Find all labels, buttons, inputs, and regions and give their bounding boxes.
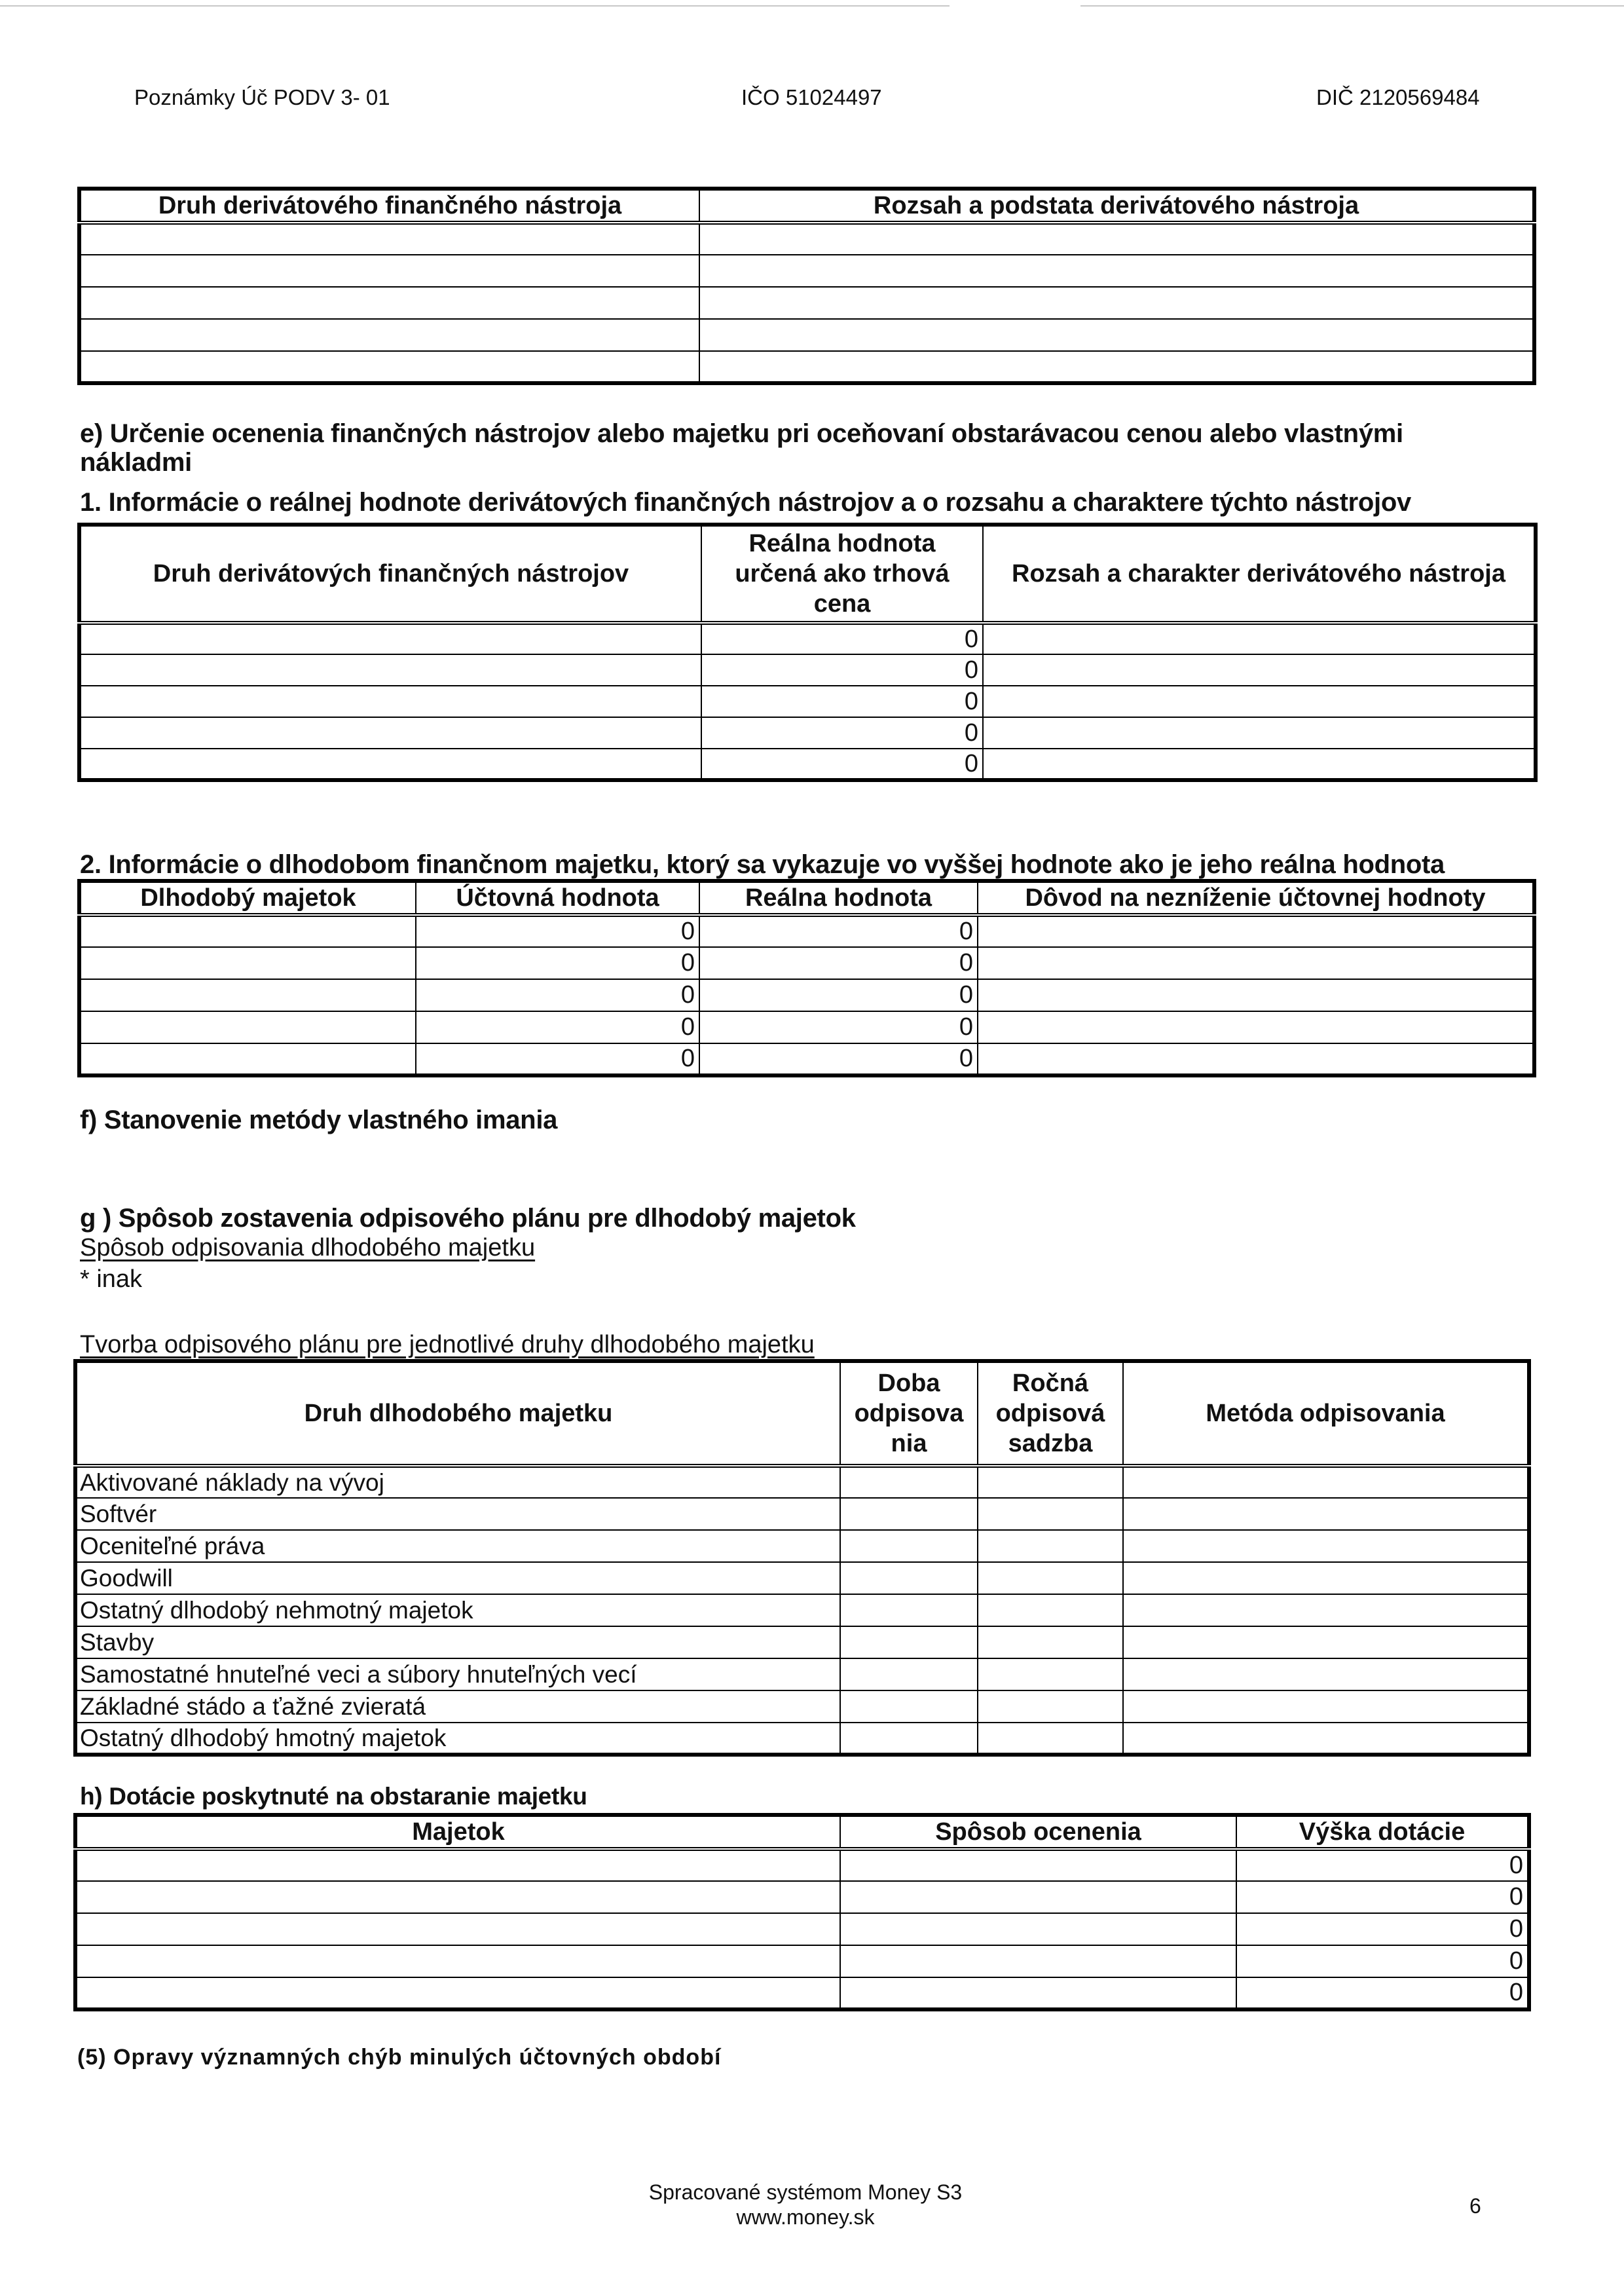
fair-value-cell[interactable]: 0 xyxy=(701,686,983,717)
table-cell[interactable] xyxy=(75,1881,840,1913)
table-cell[interactable] xyxy=(978,1594,1123,1626)
table-row xyxy=(75,1594,1529,1626)
table-row xyxy=(75,1913,1529,1945)
book-value-cell[interactable]: 0 xyxy=(416,1043,699,1075)
table-row xyxy=(75,1658,1529,1690)
subsidy-amount-cell[interactable]: 0 xyxy=(1236,1945,1529,1977)
table-cell[interactable] xyxy=(75,1849,840,1881)
footer-credit xyxy=(576,2180,1035,2230)
table-row xyxy=(79,979,1534,1011)
fair-value-cell[interactable]: 0 xyxy=(701,717,983,749)
subsidy-amount-cell[interactable]: 0 xyxy=(1236,1913,1529,1945)
table-row xyxy=(75,1723,1529,1755)
section-e-heading-line2: nákladmi xyxy=(80,448,192,477)
table-row xyxy=(75,1977,1529,2009)
table-row xyxy=(79,654,1536,686)
column-header: Druh dlhodobého majetku xyxy=(75,1361,840,1466)
derivatives-scope-table xyxy=(77,187,1536,385)
asset-type-label: Ostatný dlhodobý nehmotný majetok xyxy=(75,1594,840,1626)
table-cell[interactable] xyxy=(79,947,416,979)
book-value-cell[interactable]: 0 xyxy=(416,915,699,947)
table-cell[interactable] xyxy=(840,1658,978,1690)
depreciation-plan-table xyxy=(73,1359,1531,1757)
table-cell[interactable] xyxy=(1123,1690,1529,1723)
table-row xyxy=(79,717,1536,749)
table-cell[interactable] xyxy=(983,654,1536,686)
section-f-heading: f) Stanovenie metódy vlastného imania xyxy=(80,1106,558,1134)
subsidy-amount-cell[interactable]: 0 xyxy=(1236,1849,1529,1881)
depreciation-plan-label: Tvorba odpisového plánu pre jednotlivé druhy dlhodobého majetku xyxy=(80,1331,815,1358)
table-cell[interactable] xyxy=(1123,1498,1529,1530)
section-e-subheading-1: 1. Informácie o reálnej hodnote derivátových finančných nástrojov a o rozsahu a charaktere týchto nástrojov xyxy=(80,488,1411,517)
table-cell[interactable] xyxy=(983,717,1536,749)
table-row xyxy=(79,351,1534,383)
section-h-heading: h) Dotácie poskytnuté na obstaranie majetku xyxy=(80,1783,587,1810)
page-number: 6 xyxy=(1469,2194,1481,2218)
table-cell[interactable] xyxy=(840,1723,978,1755)
depreciation-method-value: * inak xyxy=(80,1265,143,1293)
book-value-cell[interactable]: 0 xyxy=(416,1011,699,1043)
subsidy-amount-cell[interactable]: 0 xyxy=(1236,1977,1529,2009)
column-header: Výška dotácie xyxy=(1236,1815,1529,1849)
table-row xyxy=(79,686,1536,717)
scan-artifact xyxy=(0,5,950,7)
book-value-cell[interactable]: 0 xyxy=(416,979,699,1011)
table-cell[interactable] xyxy=(79,351,699,383)
table-cell[interactable] xyxy=(79,654,701,686)
section-5-heading: (5) Opravy významných chýb minulých účtovných období xyxy=(77,2045,722,2070)
table-cell[interactable] xyxy=(840,1562,978,1594)
asset-type-label: Goodwill xyxy=(75,1562,840,1594)
table-cell[interactable] xyxy=(79,623,701,654)
table-cell[interactable] xyxy=(1123,1658,1529,1690)
table-cell[interactable] xyxy=(79,1011,416,1043)
asset-type-label: Oceniteľné práva xyxy=(75,1530,840,1562)
fair-value-cell[interactable]: 0 xyxy=(699,915,978,947)
header-ico: IČO 51024497 xyxy=(741,85,882,109)
table-cell[interactable] xyxy=(79,979,416,1011)
subsidies-table xyxy=(73,1813,1531,2011)
table-row xyxy=(75,1466,1529,1498)
section-e-subheading-2: 2. Informácie o dlhodobom finančnom majetku, ktorý sa vykazuje vo vyššej hodnote ako je jeho reálna hodnota xyxy=(80,850,1445,879)
table-cell[interactable] xyxy=(840,1690,978,1723)
asset-type-label: Aktivované náklady na vývoj xyxy=(75,1466,840,1498)
column-header: Druh derivátového finančného nástroja xyxy=(79,189,699,223)
table-cell[interactable] xyxy=(840,1881,1236,1913)
table-row xyxy=(79,319,1534,351)
section-e-heading xyxy=(80,419,1547,477)
column-header: Dlhodobý majetok xyxy=(79,881,416,915)
table-cell[interactable] xyxy=(79,223,699,255)
table-cell[interactable] xyxy=(699,287,1534,319)
table-cell[interactable] xyxy=(1123,1466,1529,1498)
column-header: Rozsah a podstata derivátového nástroja xyxy=(699,189,1534,223)
table-row xyxy=(75,1530,1529,1562)
fair-value-cell[interactable]: 0 xyxy=(701,749,983,780)
table-cell[interactable] xyxy=(840,1498,978,1530)
table-cell[interactable] xyxy=(840,1977,1236,2009)
column-header: Spôsob ocenenia xyxy=(840,1815,1236,1849)
table-row xyxy=(79,915,1534,947)
table-cell[interactable] xyxy=(840,1849,1236,1881)
column-header: Účtovná hodnota xyxy=(416,881,699,915)
table-cell[interactable] xyxy=(978,1626,1123,1658)
table-row xyxy=(75,1945,1529,1977)
fair-value-cell[interactable]: 0 xyxy=(701,654,983,686)
table-cell[interactable] xyxy=(1123,1530,1529,1562)
column-header: Metóda odpisovania xyxy=(1123,1361,1529,1466)
table-cell[interactable] xyxy=(978,1466,1123,1498)
fair-value-cell[interactable]: 0 xyxy=(699,979,978,1011)
table-cell[interactable] xyxy=(840,1913,1236,1945)
table-cell[interactable] xyxy=(840,1466,978,1498)
table-cell[interactable] xyxy=(840,1594,978,1626)
table-cell[interactable] xyxy=(75,1977,840,2009)
table-cell[interactable] xyxy=(978,1562,1123,1594)
table-row xyxy=(79,255,1534,287)
table-row xyxy=(79,1011,1534,1043)
table-cell[interactable] xyxy=(79,255,699,287)
asset-type-label: Softvér xyxy=(75,1498,840,1530)
table-row xyxy=(75,1881,1529,1913)
table-cell[interactable] xyxy=(983,686,1536,717)
section-g-heading: g ) Spôsob zostavenia odpisového plánu pre dlhodobý majetok xyxy=(80,1204,856,1233)
table-cell[interactable] xyxy=(978,1043,1534,1075)
table-cell[interactable] xyxy=(79,749,701,780)
table-cell[interactable] xyxy=(75,1945,840,1977)
table-row xyxy=(79,947,1534,979)
depreciation-method-label: Spôsob odpisovania dlhodobého majetku xyxy=(80,1234,536,1261)
table-cell[interactable] xyxy=(79,686,701,717)
column-header: Dôvod na nezníženie účtovnej hodnoty xyxy=(978,881,1534,915)
table-cell[interactable] xyxy=(978,947,1534,979)
table-cell[interactable] xyxy=(79,287,699,319)
table-cell[interactable] xyxy=(699,255,1534,287)
fair-value-cell[interactable]: 0 xyxy=(699,1011,978,1043)
table-cell[interactable] xyxy=(978,979,1534,1011)
table-cell[interactable] xyxy=(699,351,1534,383)
table-cell[interactable] xyxy=(1123,1723,1529,1755)
table-row xyxy=(75,1562,1529,1594)
table-cell[interactable] xyxy=(840,1626,978,1658)
table-row xyxy=(79,749,1536,780)
table-cell[interactable] xyxy=(79,1043,416,1075)
table-cell[interactable] xyxy=(1123,1594,1529,1626)
fair-value-cell[interactable]: 0 xyxy=(699,1043,978,1075)
long-term-financial-assets-table xyxy=(77,879,1536,1077)
header-dic: DIČ 2120569484 xyxy=(1316,85,1480,109)
table-cell[interactable] xyxy=(840,1945,1236,1977)
subsidy-amount-cell[interactable]: 0 xyxy=(1236,1881,1529,1913)
header-document-code: Poznámky Úč PODV 3- 01 xyxy=(134,85,390,109)
book-value-cell[interactable]: 0 xyxy=(416,947,699,979)
table-cell[interactable] xyxy=(978,1658,1123,1690)
column-header: Doba odpisova nia xyxy=(840,1361,978,1466)
footer-software: Spracované systémom Money S3 xyxy=(648,2180,963,2204)
table-cell[interactable] xyxy=(983,749,1536,780)
table-row xyxy=(79,1043,1534,1075)
table-cell[interactable] xyxy=(978,915,1534,947)
section-e-heading-line1: e) Určenie ocenenia finančných nástrojov alebo majetku pri oceňovaní obstarávacou cenou alebo vlastnými xyxy=(80,419,1403,448)
table-cell[interactable] xyxy=(983,623,1536,654)
asset-type-label: Ostatný dlhodobý hmotný majetok xyxy=(75,1723,840,1755)
asset-type-label: Základné stádo a ťažné zvieratá xyxy=(75,1690,840,1723)
table-row xyxy=(79,623,1536,654)
table-cell[interactable] xyxy=(79,319,699,351)
scan-artifact xyxy=(1080,5,1624,7)
asset-type-label: Samostatné hnuteľné veci a súbory hnuteľných vecí xyxy=(75,1658,840,1690)
table-cell[interactable] xyxy=(978,1530,1123,1562)
table-row xyxy=(75,1626,1529,1658)
column-header: Majetok xyxy=(75,1815,840,1849)
table-row xyxy=(75,1690,1529,1723)
column-header: Druh derivátových finančných nástrojov xyxy=(79,525,701,623)
table-row xyxy=(79,223,1534,255)
footer-website-link[interactable]: www.money.sk xyxy=(736,2205,875,2229)
table-cell[interactable] xyxy=(79,717,701,749)
table-cell[interactable] xyxy=(978,1498,1123,1530)
column-header: Rozsah a charakter derivátového nástroja xyxy=(983,525,1536,623)
table-row xyxy=(79,287,1534,319)
table-row xyxy=(75,1498,1529,1530)
table-cell[interactable] xyxy=(840,1530,978,1562)
asset-type-label: Stavby xyxy=(75,1626,840,1658)
table-row xyxy=(75,1849,1529,1881)
column-header: Ročná odpisová sadzba xyxy=(978,1361,1123,1466)
derivatives-fair-value-table xyxy=(77,523,1538,782)
table-cell[interactable] xyxy=(75,1913,840,1945)
fair-value-cell[interactable]: 0 xyxy=(699,947,978,979)
table-cell[interactable] xyxy=(978,1011,1534,1043)
column-header: Reálna hodnota xyxy=(699,881,978,915)
table-cell[interactable] xyxy=(699,223,1534,255)
fair-value-cell[interactable]: 0 xyxy=(701,623,983,654)
table-cell[interactable] xyxy=(699,319,1534,351)
table-cell[interactable] xyxy=(978,1723,1123,1755)
table-cell[interactable] xyxy=(1123,1626,1529,1658)
column-header: Reálna hodnota určená ako trhová cena xyxy=(701,525,983,623)
table-cell[interactable] xyxy=(79,915,416,947)
table-cell[interactable] xyxy=(1123,1562,1529,1594)
table-cell[interactable] xyxy=(978,1690,1123,1723)
